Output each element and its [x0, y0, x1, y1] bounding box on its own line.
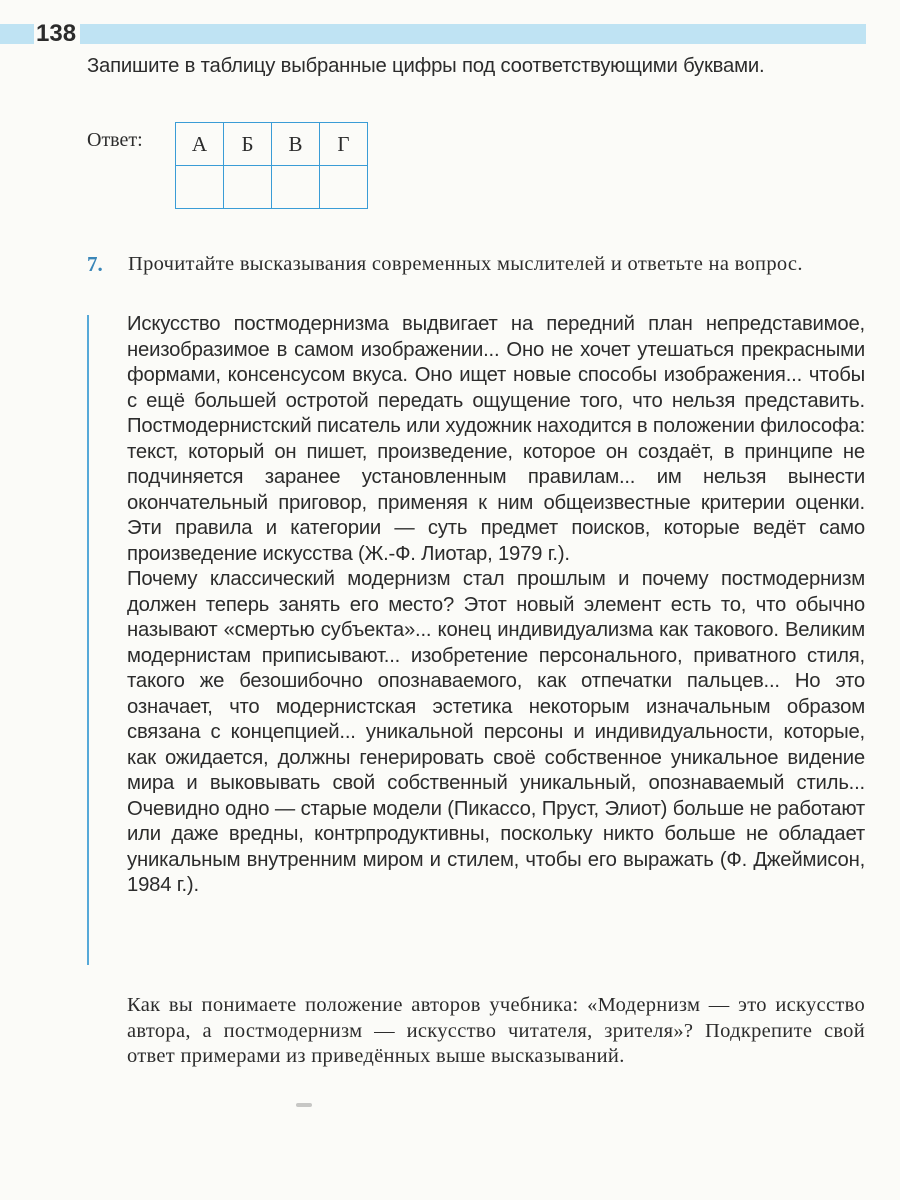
task-7: [87, 252, 865, 278]
answer-label: Ответ:: [87, 129, 143, 151]
answer-value-row: [176, 166, 368, 209]
answer-header-g: Г: [320, 123, 368, 166]
answer-cell-b[interactable]: [224, 166, 272, 209]
answer-header-b: Б: [224, 123, 272, 166]
quote-lyotard: Искусство постмодернизма выдвигает на передний план непредставимое, неизобразимое в самом изображении... Оно не хочет утешаться прекрасными формами, консенсусом вкуса. Оно ищет новые способы изображения... чтобы с ещё большей остротой передать ощущение того, что нельзя представить. Постмодернистский писатель или художник находится в положении философа: текст, который он пишет, произведение, которое он создаёт, в принципе не подчиняется заранее установленным правилам... им нельзя вынести окончательный приговор, применяя к ним общеизвестные критерии оценки. Эти правила и категории — суть предмет поисков, которые ведёт само произведение искусства (Ж.-Ф. Лиотар, 1979 г.).: [127, 313, 865, 565]
answer-section: [87, 125, 487, 217]
answer-header-v: В: [272, 123, 320, 166]
answer-header-a: А: [176, 123, 224, 166]
print-smudge: [296, 1103, 312, 1107]
answer-table: [175, 122, 368, 209]
answer-cell-v[interactable]: [272, 166, 320, 209]
page-number: 138: [34, 20, 80, 48]
answer-header-row: [176, 123, 368, 166]
answer-cell-g[interactable]: [320, 166, 368, 209]
quote-margin-bar: [87, 315, 89, 965]
task-question: Как вы понимаете положение авторов учебника: «Модернизм — это искусство автора, а постмодернизм — искусство читателя, зрителя»? Подкрепите свой ответ примерами из приведённых выше высказываний.: [127, 994, 865, 1067]
quote-jameson: Почему классический модернизм стал прошлым и почему постмодернизм должен теперь занять его место? Этот новый элемент есть то, что обычно называют «смертью субъекта»... конец индивидуализма как такового. Великим модернистам приписывают... изобретение персонального, приватного стиля, такого же безошибочно опознаваемого, как отпечатки пальцев... Но это означает, что модернистская эстетика некоторым изначальным образом связана с концепцией... уникальной персоны и индивидуальности, которые, как ожидается, должны генерировать своё собственное уникальное видение мира и выковывать свой собственный уникальный, опознаваемый стиль... Очевидно одно — старые модели (Пикассо, Пруст, Элиот) больше не работают или даже вредны, контрпродуктивны, поскольку никто больше не обладает уникальным внутренним миром и стилем, чтобы его выражать (Ф. Джеймисон, 1984 г.).: [127, 568, 865, 896]
task-prompt: Прочитайте высказывания современных мыслителей и ответьте на вопрос.: [128, 253, 803, 275]
task-number: 7.: [87, 252, 103, 276]
page-header-band: [0, 24, 866, 44]
quotes-block: [127, 312, 865, 899]
instruction-text: Запишите в таблицу выбранные цифры под соответствующими буквами.: [87, 55, 765, 77]
answer-cell-a[interactable]: [176, 166, 224, 209]
